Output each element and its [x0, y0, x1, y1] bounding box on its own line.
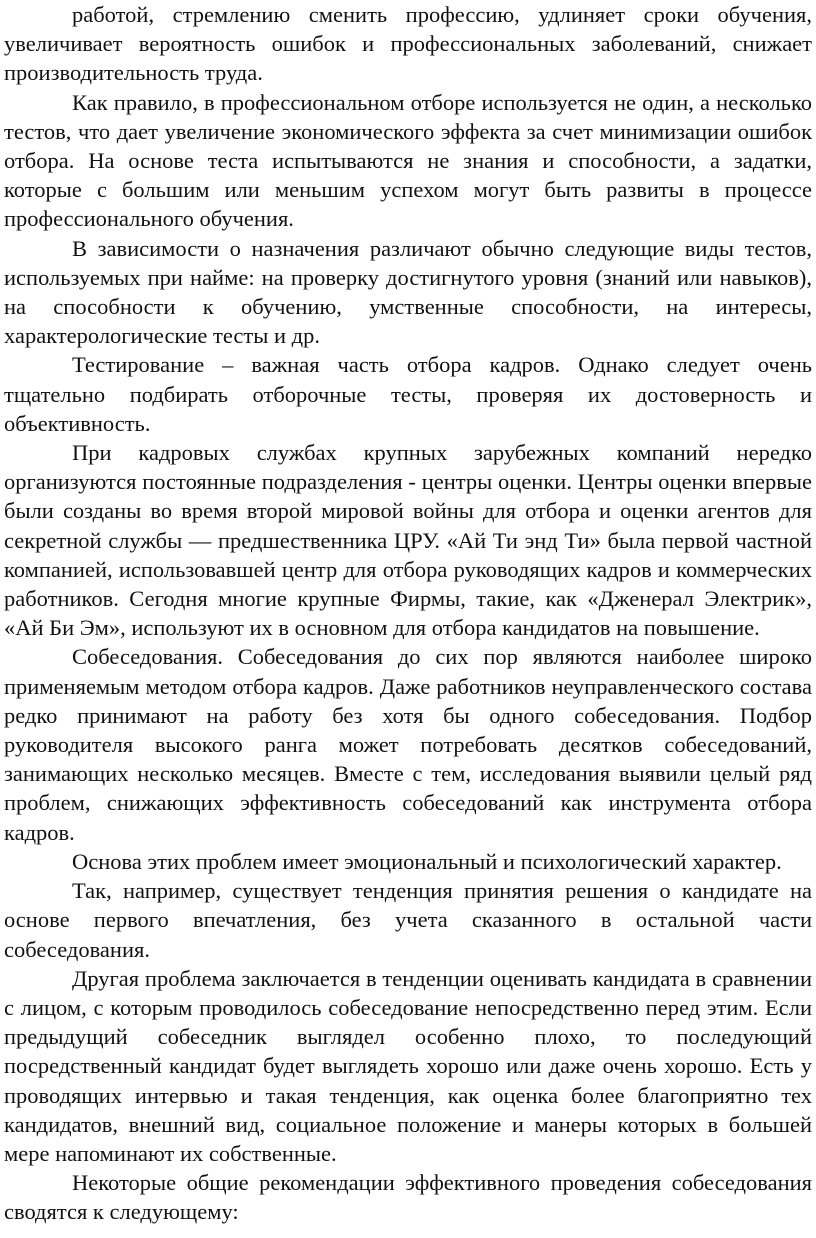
paragraph-problem-basis: Основа этих проблем имеет эмоциональный и психологический характер.	[72, 848, 782, 874]
paragraph-assessment-centers: При кадровых службах крупных зарубежных компаний нередко организуются постоянные подразделения - центры оценки. Центры оценки впервые были созданы во время второй мировой войны для отбора и оценки агентов для секретной службы — предшественника ЦРУ. «Ай Ти энд Ти» была первой частной компанией, использовавшей центр для отбора руководящих кадров и коммерческих работников. Сегодня многие крупные Фирмы, такие, как «Дженерал Электрик», «Ай Би Эм», используют их в основном для отбора кандидатов на повышение.	[4, 440, 812, 641]
paragraph-first-impression: Так, например, существует тенденция принятия решения о кандидате на основе первого впечатления, без учета сказанного в остальной части собеседования.	[4, 878, 812, 962]
paragraph-interviews: Собеседования. Собеседования до сих пор являются наиболее широко применяемым методом отбора кадров. Даже работников неуправленческого состава редко принимают на работу без хотя бы одного собеседования. Подбор руководителя высокого ранга может потребовать десятков собеседований, занимающих несколько месяцев. Вместе с тем, исследования выявили целый ряд проблем, снижающих эффективность собеседований как инструмента отбора кадров.	[4, 644, 812, 845]
paragraph-recommendations-intro: Некоторые общие рекомендации эффективного проведения собеседования сводятся к следующему:	[4, 1170, 812, 1225]
paragraph-testing-importance: Тестирование – важная часть отбора кадров. Однако следует очень тщательно подбирать отборочные тесты, проверяя их достоверность и объективность.	[4, 352, 812, 436]
paragraph-test-types: В зависимости о назначения различают обычно следующие виды тестов, используемых при найме: на проверку достигнутого уровня (знаний или навыков), на способности к обучению, умственные способности, на интересы, характерологические тесты и др.	[4, 235, 812, 349]
paragraph-test-count: Как правило, в профессиональном отборе используется не один, а несколько тестов, что дает увеличение экономического эффекта за счет минимизации ошибок отбора. На основе теста испытываются не знания и способности, а задатки, которые с большим или меньшим успехом могут быть развиты в процессе профессионального обучения.	[4, 89, 812, 232]
paragraph-comparison-problem: Другая проблема заключается в тенденции оценивать кандидата в сравнении с лицом, с которым проводилось собеседование непосредственно перед этим. Если предыдущий собеседник выглядел особенно плохо, то последующий посредственный кандидат будет выглядеть хорошо или даже очень хорошо. Есть у проводящих интервью и такая тенденция, как оценка более благоприятно тех кандидатов, внешний вид, социальное положение и манеры которых в большей мере напоминают их собственные.	[4, 965, 812, 1166]
paragraph-continuation: работой, стремлению сменить профессию, удлиняет сроки обучения, увеличивает вероятность ошибок и профессиональных заболеваний, снижает производительность труда.	[4, 2, 812, 86]
